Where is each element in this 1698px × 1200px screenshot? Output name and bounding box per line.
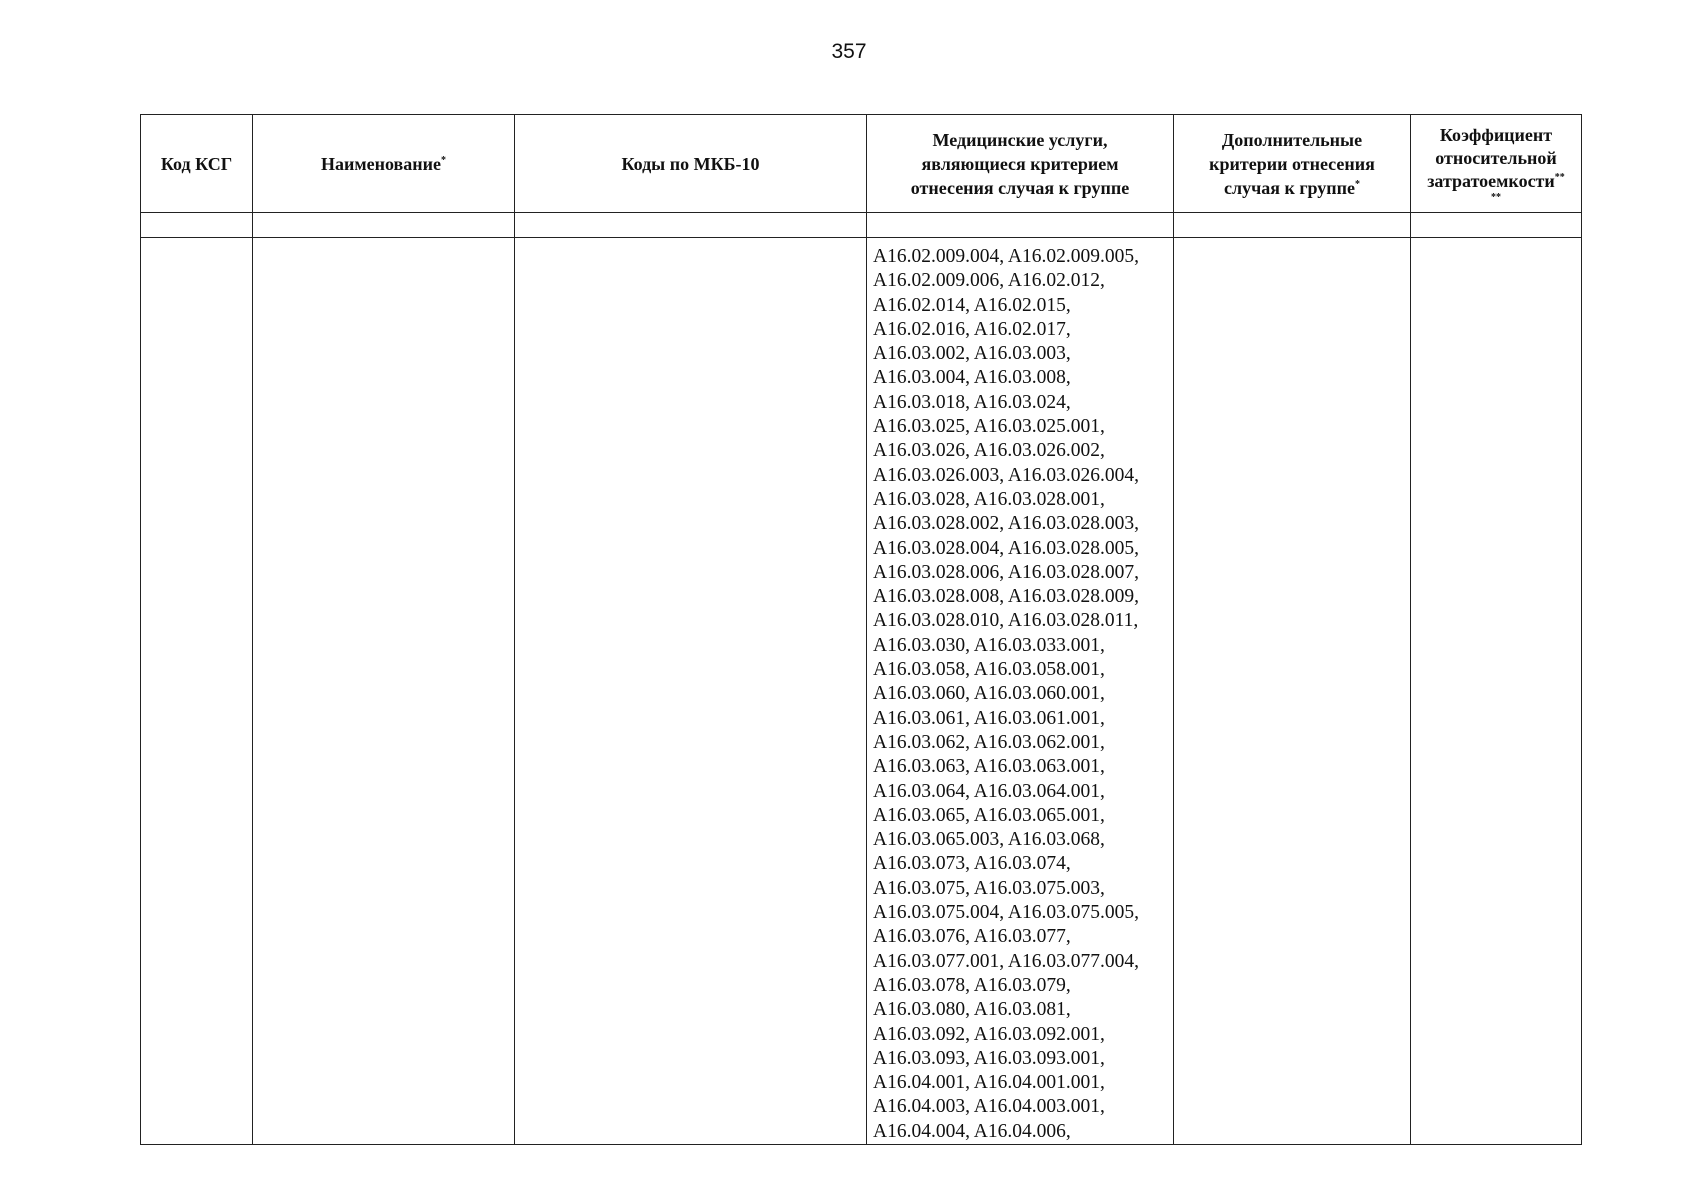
service-code-line: A16.03.077.001, A16.03.077.004, xyxy=(873,950,1139,972)
cell-additional-criteria xyxy=(1174,238,1411,1145)
header-icd10-codes xyxy=(515,115,867,213)
service-code-line: A16.03.076, A16.03.077, xyxy=(873,926,1071,948)
header-medical-services xyxy=(867,115,1174,213)
header-cost-coefficient-line xyxy=(1411,170,1581,193)
service-code-line: A16.03.002, A16.03.003, xyxy=(873,343,1071,365)
service-code-line: A16.03.028, A16.03.028.001, xyxy=(873,488,1105,510)
service-code-line: A16.04.003, A16.04.003.001, xyxy=(873,1096,1105,1118)
service-code-line: A16.03.062, A16.03.062.001, xyxy=(873,731,1105,753)
header-icd10-codes-label: Коды по МКБ-10 xyxy=(621,153,760,174)
service-code-line: A16.03.025, A16.03.025.001, xyxy=(873,416,1105,438)
service-code-line: A16.03.092, A16.03.092.001, xyxy=(873,1023,1105,1045)
service-code-line: A16.03.065, A16.03.065.001, xyxy=(873,804,1105,826)
service-code-line: A16.03.028.010, A16.03.028.011, xyxy=(873,610,1139,632)
spacer-cell xyxy=(515,213,867,238)
service-code-line: A16.03.075.004, A16.03.075.005, xyxy=(873,902,1139,924)
header-name xyxy=(253,115,515,213)
header-cost-coefficient-line: Коэффициент xyxy=(1439,125,1553,145)
header-additional-footnote-mark: * xyxy=(1355,178,1361,190)
service-code-line: A16.03.075, A16.03.075.003, xyxy=(873,877,1105,899)
header-medical-services-line: Медицинские услуги, xyxy=(932,129,1108,150)
header-cost-coefficient-line: относительной xyxy=(1435,148,1557,168)
header-name-label: Наименование xyxy=(321,153,441,174)
header-additional-criteria-line: Дополнительные xyxy=(1221,129,1363,150)
spacer-cell xyxy=(1174,213,1411,238)
header-ksg-code xyxy=(141,115,253,213)
service-code-line: A16.03.028.002, A16.03.028.003, xyxy=(873,513,1139,535)
header-coefficient-footnote-mark-2: ** xyxy=(1491,192,1501,203)
service-code-line: A16.03.028.004, A16.03.028.005, xyxy=(873,537,1139,559)
header-name-footnote-mark: * xyxy=(441,154,446,166)
spacer-cell xyxy=(1411,213,1582,238)
service-code-line: A16.03.073, A16.03.074, xyxy=(873,853,1071,875)
service-code-line: A16.03.065.003, A16.03.068, xyxy=(873,829,1105,851)
service-code-line: A16.03.026.003, A16.03.026.004, xyxy=(873,464,1139,486)
service-code-line: A16.03.078, A16.03.079, xyxy=(873,974,1071,996)
service-code-line: A16.03.004, A16.03.008, xyxy=(873,367,1071,389)
header-medical-services-line: являющиеся критерием xyxy=(921,153,1119,174)
medical-services-list xyxy=(867,238,1173,1144)
service-code-line: A16.04.001, A16.04.001.001, xyxy=(873,1072,1105,1094)
header-coefficient-footnote-mark: ** xyxy=(1554,172,1565,183)
service-code-line: A16.03.063, A16.03.063.001, xyxy=(873,756,1105,778)
header-medical-services-line: отнесения случая к группе xyxy=(910,177,1130,198)
service-code-line: A16.03.058, A16.03.058.001, xyxy=(873,659,1105,681)
table-spacer-row xyxy=(141,213,1582,238)
page-number: 357 xyxy=(831,40,867,63)
header-ksg-code-label: Код КСГ xyxy=(160,153,233,174)
header-additional-criteria xyxy=(1174,115,1411,213)
cell-icd10-codes xyxy=(515,238,867,1145)
cell-cost-coefficient xyxy=(1411,238,1582,1145)
service-code-line: A16.03.060, A16.03.060.001, xyxy=(873,683,1105,705)
table-header-row xyxy=(141,115,1582,213)
service-code-line: A16.03.028.008, A16.03.028.009, xyxy=(873,586,1139,608)
header-cost-coefficient xyxy=(1411,115,1582,213)
cell-name xyxy=(253,238,515,1145)
service-code-line: A16.03.026, A16.03.026.002, xyxy=(873,440,1105,462)
table-row xyxy=(141,238,1582,1145)
service-code-line: A16.03.080, A16.03.081, xyxy=(873,999,1071,1021)
service-code-line: A16.04.004, A16.04.006, xyxy=(873,1120,1071,1142)
service-code-line: A16.03.028.006, A16.03.028.007, xyxy=(873,561,1139,583)
service-code-line: A16.03.093, A16.03.093.001, xyxy=(873,1047,1105,1069)
service-code-line: A16.03.030, A16.03.033.001, xyxy=(873,634,1105,656)
header-additional-criteria-line xyxy=(1174,176,1410,200)
service-code-line: A16.03.064, A16.03.064.001, xyxy=(873,780,1105,802)
cell-medical-services xyxy=(867,238,1174,1145)
service-code-line: A16.02.009.006, A16.02.012, xyxy=(873,270,1105,292)
cell-ksg-code xyxy=(141,238,253,1145)
header-additional-criteria-line: критерии отнесения xyxy=(1209,153,1375,174)
service-code-line: A16.02.016, A16.02.017, xyxy=(873,318,1071,340)
spacer-cell xyxy=(253,213,515,238)
spacer-cell xyxy=(141,213,253,238)
service-code-line: A16.02.014, A16.02.015, xyxy=(873,294,1071,316)
header-additional-criteria-text: случая к группе xyxy=(1223,177,1356,198)
service-code-line: A16.03.018, A16.03.024, xyxy=(873,391,1071,413)
service-code-line: A16.03.061, A16.03.061.001, xyxy=(873,707,1105,729)
header-cost-coefficient-text: затратоемкости xyxy=(1427,171,1555,191)
spacer-cell xyxy=(867,213,1174,238)
ksg-table xyxy=(140,114,1582,1145)
service-code-line: A16.02.009.004, A16.02.009.005, xyxy=(873,246,1139,267)
